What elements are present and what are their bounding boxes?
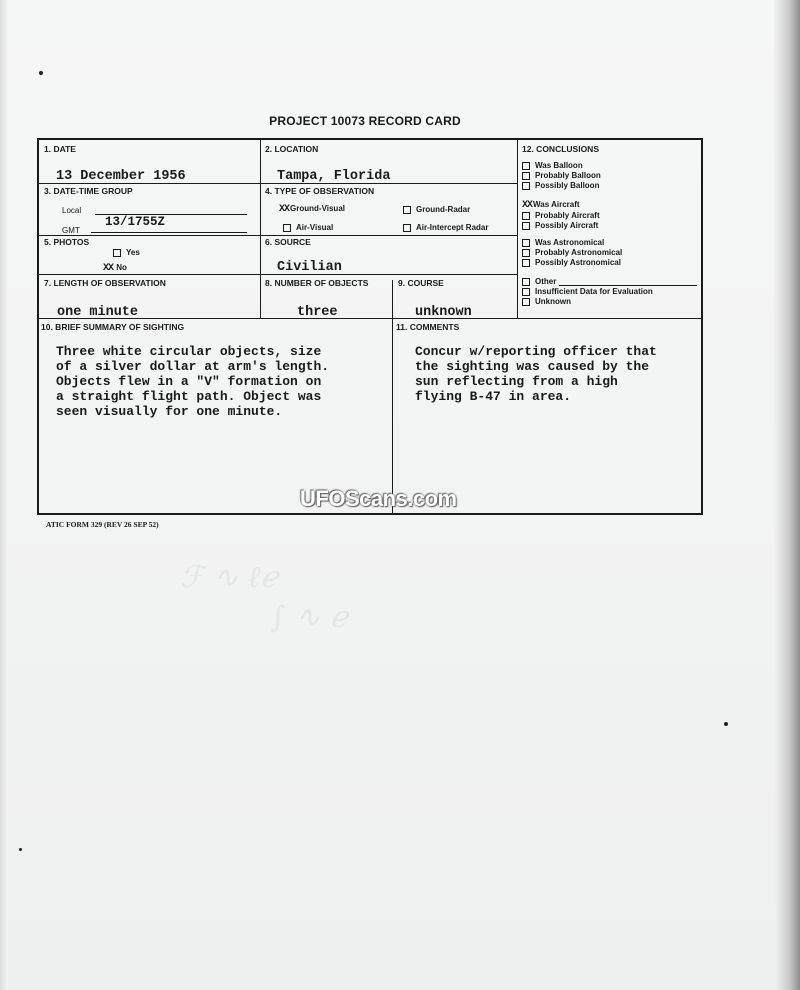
local-time-label: Local <box>62 206 82 215</box>
checked-mark: XX <box>279 204 290 215</box>
possibly-astronomical-text: Possibly Astronomical <box>535 258 621 267</box>
card-title: PROJECT 10073 RECORD CARD <box>269 114 461 128</box>
source-label: 6. SOURCE <box>265 237 311 247</box>
summary-label: 10. BRIEF SUMMARY OF SIGHTING <box>41 322 185 332</box>
summary-line: a straight flight path. Object was <box>56 389 322 404</box>
ground-radar-text: Ground-Radar <box>416 205 471 214</box>
ground-radar-option <box>403 205 470 214</box>
gmt-label: GMT <box>62 226 80 235</box>
was-astronomical-text: Was Astronomical <box>535 238 605 247</box>
comments-line: the sighting was caused by the <box>415 359 650 374</box>
date-label: 1. DATE <box>44 144 76 154</box>
checked-mark: XX <box>522 200 533 211</box>
aircraft-options <box>522 200 600 231</box>
astronomical-options <box>522 238 622 268</box>
course-value: unknown <box>415 305 472 320</box>
checkbox-icon <box>522 298 530 306</box>
checkbox-icon <box>403 224 411 232</box>
watermark: UFOScans.com <box>300 486 457 511</box>
scan-speck <box>724 722 728 726</box>
other-text: Other <box>535 277 557 286</box>
probably-astronomical-text: Probably Astronomical <box>535 248 623 257</box>
comments-line: flying B-47 in area. <box>415 389 572 404</box>
bleed-through-marks: ℱ ∿ ℓℯ <box>180 560 279 595</box>
number-objects-value: three <box>297 305 338 320</box>
observation-type-label: 4. TYPE OF OBSERVATION <box>265 186 375 196</box>
scan-speck <box>19 848 22 851</box>
photos-no-text: No <box>116 263 127 272</box>
page-right-edge <box>774 0 800 990</box>
ground-visual-text: Ground-Visual <box>290 204 345 213</box>
unknown-text: Unknown <box>535 297 571 306</box>
length-label: 7. LENGTH OF OBSERVATION <box>44 278 166 288</box>
air-visual-text: Air-Visual <box>296 223 334 232</box>
photos-no-option <box>103 263 127 274</box>
air-intercept-radar-text: Air-Intercept Radar <box>416 223 489 232</box>
scan-speck <box>39 71 43 75</box>
probably-balloon-text: Probably Balloon <box>535 171 601 180</box>
bleed-through-marks-2: ∫ ∿ ℯ <box>270 600 348 635</box>
probably-aircraft-text: Probably Aircraft <box>535 211 600 220</box>
comments-line: Concur w/reporting officer that <box>415 344 657 359</box>
checkbox-icon <box>522 222 530 230</box>
possibly-aircraft-text: Possibly Aircraft <box>535 221 599 230</box>
record-card <box>37 138 703 515</box>
other-fill-line <box>559 285 697 286</box>
gmt-value: 13/1755Z <box>105 215 166 229</box>
photos-yes-option <box>113 248 140 257</box>
form-footer: ATIC FORM 329 (REV 26 SEP 52) <box>46 520 159 529</box>
location-label: 2. LOCATION <box>265 144 319 154</box>
photos-yes-text: Yes <box>126 248 140 257</box>
checkbox-icon <box>522 172 530 180</box>
summary-text <box>56 344 329 419</box>
location-value: Tampa, Florida <box>277 169 391 184</box>
checked-mark: XX <box>103 263 114 274</box>
photos-label: 5. PHOTOS <box>44 237 90 247</box>
comments-label: 11. COMMENTS <box>396 322 460 332</box>
date-value: 13 December 1956 <box>56 169 186 184</box>
comments-text <box>415 344 657 404</box>
source-value: Civilian <box>277 260 342 275</box>
checkbox-icon <box>522 259 530 267</box>
page-left-edge <box>0 0 8 990</box>
air-intercept-radar-option <box>403 223 488 232</box>
checkbox-icon <box>522 239 530 247</box>
possibly-balloon-text: Possibly Balloon <box>535 181 600 190</box>
checkbox-icon <box>522 182 530 190</box>
checkbox-icon <box>113 249 121 257</box>
was-aircraft-text: Was Aircraft <box>533 200 580 209</box>
checkbox-icon <box>522 278 530 286</box>
checkbox-icon <box>522 288 530 296</box>
ground-visual-option <box>279 204 345 215</box>
checkbox-icon <box>403 206 411 214</box>
dtg-label: 3. DATE-TIME GROUP <box>44 186 133 196</box>
gmt-line <box>91 232 247 233</box>
checkbox-icon <box>283 224 291 232</box>
summary-line: seen visually for one minute. <box>56 404 283 419</box>
summary-line: of a silver dollar at arm's length. <box>56 359 330 374</box>
conclusions-label: 12. CONCLUSIONS <box>522 144 599 154</box>
length-value: one minute <box>57 305 139 320</box>
summary-line: Three white circular objects, size <box>56 344 322 359</box>
balloon-options <box>522 161 601 191</box>
was-balloon-text: Was Balloon <box>535 161 583 170</box>
other-options <box>522 277 653 307</box>
comments-line: sun reflecting from a high <box>415 374 618 389</box>
checkbox-icon <box>522 212 530 220</box>
insufficient-data-text: Insufficient Data for Evaluation <box>535 287 653 296</box>
checkbox-icon <box>522 162 530 170</box>
number-objects-label: 8. NUMBER OF OBJECTS <box>265 278 369 288</box>
air-visual-option <box>283 223 333 232</box>
summary-line: Objects flew in a "V" formation on <box>56 374 322 389</box>
course-label: 9. COURSE <box>398 278 444 288</box>
checkbox-icon <box>522 249 530 257</box>
